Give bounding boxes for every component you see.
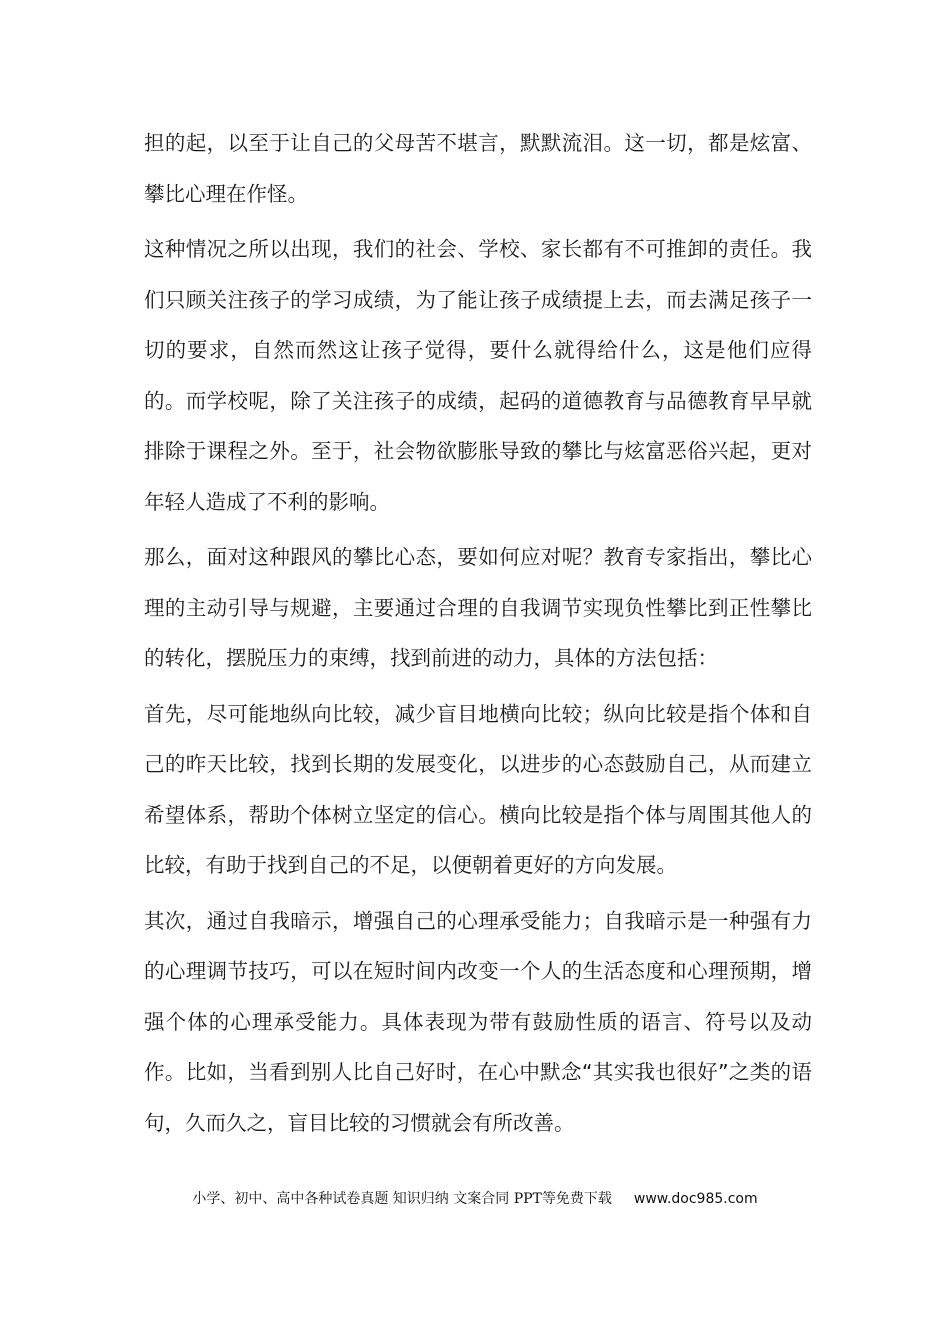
footer-site-link[interactable]: www.doc985.com: [633, 1191, 758, 1207]
document-body: [144, 118, 812, 1153]
paragraph: 那么，面对这种跟风的攀比心态，要如何应对呢？教育专家指出，攀比心理的主动引导与规避，主要通过合理的自我调节实现负性攀比到正性攀比的转化，摆脱压力的束缚，找到前进的动力，具体的方法包括：: [144, 545, 812, 670]
footer-text: 小学、初中、高中各种试卷真题 知识归纳 文案合同 PPT等免费下载: [192, 1191, 612, 1207]
paragraph: 首先，尽可能地纵向比较，减少盲目地横向比较；纵向比较是指个体和自己的昨天比较，找到长期的发展变化，以进步的心态鼓励自己，从而建立希望体系，帮助个体树立坚定的信心。横向比较是指个体与周围其他人的比较，有助于找到自己的不足，以便朝着更好的方向发展。: [144, 701, 812, 877]
paragraph: 这种情况之所以出现，我们的社会、学校、家长都有不可推卸的责任。我们只顾关注孩子的学习成绩，为了能让孩子成绩提上去，而去满足孩子一切的要求，自然而然这让孩子觉得，要什么就得给什么，这是他们应得的。而学校呢，除了关注孩子的成绩，起码的道德教育与品德教育早早就排除于课程之外。至于，社会物欲膨胀导致的攀比与炫富恶俗兴起，更对年轻人造成了不利的影响。: [144, 237, 812, 514]
paragraph: 其次，通过自我暗示，增强自己的心理承受能力；自我暗示是一种强有力的心理调节技巧，可以在短时间内改变一个人的生活态度和心理预期，增强个体的心理承受能力。具体表现为带有鼓励性质的语言、符号以及动作。比如，当看到别人比自己好时，在心中默念“其实我也很好”之类的语句，久而久之，盲目比较的习惯就会有所改善。: [144, 908, 812, 1135]
paragraph: 担的起，以至于让自己的父母苦不堪言，默默流泪。这一切，都是炫富、攀比心理在作怪。: [144, 131, 812, 206]
page-footer: [0, 1188, 950, 1208]
